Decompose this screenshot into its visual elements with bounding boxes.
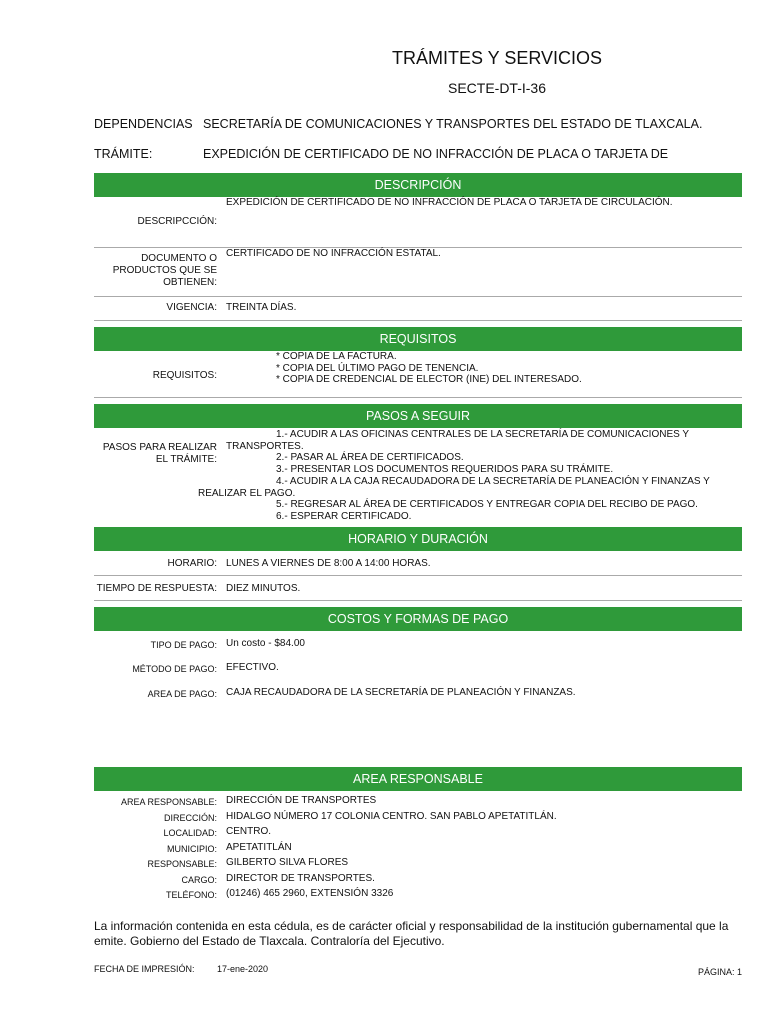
documento-label	[94, 253, 217, 289]
vigencia-label: VIGENCIA:	[166, 302, 217, 313]
divider	[94, 575, 742, 576]
divider	[94, 397, 742, 398]
requisito-item: * COPIA DE LA FACTURA.	[276, 351, 397, 362]
vigencia-value: TREINTA DÍAS.	[226, 302, 297, 313]
section-descripcion-heading: DESCRIPCIÓN	[94, 173, 742, 197]
responsable-row-label: RESPONSABLE:	[147, 859, 217, 869]
horario-value: LUNES A VIERNES DE 8:00 A 14:00 HORAS.	[226, 558, 431, 569]
responsable-row-value: GILBERTO SILVA FLORES	[226, 857, 349, 868]
disclaimer-text: La información contenida en esta cédula, es de carácter oficial y responsabilidad de la institución gubernamental que la emite. Gobierno del Estado de Tlaxcala. Contraloría del Ejecutivo.	[94, 919, 729, 948]
responsable-row-value: HIDALGO NÚMERO 17 COLONIA CENTRO. SAN PABLO APETATITLÁN.	[226, 811, 557, 822]
section-costos-heading: COSTOS Y FORMAS DE PAGO	[94, 607, 742, 631]
responsable-row-value: APETATITLÁN	[226, 842, 292, 853]
responsable-row-label: TELÉFONO:	[165, 890, 217, 900]
pasos-list	[198, 429, 746, 523]
page-number: PÁGINA: 1	[697, 967, 742, 977]
section-pasos-heading: PASOS A SEGUIR	[94, 404, 742, 428]
metodo-pago-label: MÉTODO DE PAGO:	[132, 664, 217, 674]
descripcion-label: DESCRIPCCIÓN:	[137, 216, 217, 227]
responsable-row-label: MUNICIPIO:	[166, 844, 217, 854]
divider	[94, 296, 742, 297]
responsable-row-value: DIRECCIÓN DE TRANSPORTES	[226, 795, 377, 806]
documento-value: CERTIFICADO DE NO INFRACCIÓN ESTATAL.	[226, 248, 441, 259]
tipo-pago-label: TIPO DE PAGO:	[150, 640, 217, 650]
paso-line: 5.- REGRESAR AL ÁREA DE CERTIFICADOS Y ENTREGAR COPIA DEL RECIBO DE PAGO.	[276, 499, 698, 511]
descripcion-value: EXPEDICIÓN DE CERTIFICADO DE NO INFRACCIÓN DE PLACA O TARJETA DE CIRCULACIÓN.	[226, 197, 673, 208]
horario-label: HORARIO:	[167, 558, 217, 569]
divider	[94, 320, 742, 321]
document-code: SECTE-DT-I-36	[447, 80, 546, 96]
requisito-item: * COPIA DE CREDENCIAL DE ELECTOR (INE) DEL INTERESADO.	[276, 374, 582, 386]
paso-line: 1.- ACUDIR A LAS OFICINAS CENTRALES DE LA SECRETARÍA DE COMUNICACIONES Y	[276, 429, 690, 440]
paso-line: 4.- ACUDIR A LA CAJA RECAUDADORA DE LA SECRETARÍA DE PLANEACIÓN Y FINANZAS Y	[276, 475, 710, 487]
dependencias-label: DEPENDENCIAS	[94, 117, 193, 131]
pasos-label	[94, 442, 217, 466]
page-title: TRÁMITES Y SERVICIOS	[391, 48, 603, 68]
requisitos-list	[226, 351, 746, 386]
documento-label-line: OBTIENEN:	[163, 277, 217, 288]
divider	[94, 600, 742, 601]
paso-line: REALIZAR EL PAGO.	[198, 487, 296, 499]
tipo-pago-value: Un costo - $84.00	[226, 638, 305, 649]
tramite-value: EXPEDICIÓN DE CERTIFICADO DE NO INFRACCIÓN DE PLACA O TARJETA DE	[203, 147, 669, 161]
paso-line: TRANSPORTES.	[226, 440, 304, 452]
fecha-impresion-value: 17-ene-2020	[217, 964, 269, 974]
tiempo-value: DIEZ MINUTOS.	[226, 583, 301, 594]
area-pago-label: AREA DE PAGO:	[147, 689, 217, 699]
documento-label-line: DOCUMENTO O	[141, 253, 217, 264]
responsable-row-label: AREA RESPONSABLE:	[120, 797, 217, 807]
documento-label-line: PRODUCTOS QUE SE	[112, 265, 217, 276]
responsable-row-label: CARGO:	[181, 875, 217, 885]
pasos-label-line: PASOS PARA REALIZAR	[102, 442, 217, 453]
pasos-label-line: EL TRÁMITE:	[155, 454, 217, 465]
responsable-row-value: CENTRO.	[226, 826, 271, 837]
responsable-row-label: LOCALIDAD:	[163, 828, 217, 838]
section-requisitos-heading: REQUISITOS	[94, 327, 742, 351]
tiempo-label: TIEMPO DE RESPUESTA:	[96, 583, 217, 594]
fecha-impresion-label: FECHA DE IMPRESIÓN:	[94, 964, 195, 974]
responsable-row-value: (01246) 465 2960, EXTENSIÓN 3326	[226, 888, 394, 899]
requisito-item: * COPIA DEL ÚLTIMO PAGO DE TENENCIA.	[276, 362, 479, 374]
responsable-row-value: DIRECTOR DE TRANSPORTES.	[226, 873, 375, 884]
paso-line: 3.- PRESENTAR LOS DOCUMENTOS REQUERIDOS PARA SU TRÁMITE.	[276, 464, 614, 476]
area-pago-value: CAJA RECAUDADORA DE LA SECRETARÍA DE PLANEACIÓN Y FINANZAS.	[226, 687, 576, 698]
section-responsable-heading: AREA RESPONSABLE	[94, 767, 742, 791]
paso-line: 2.- PASAR AL ÁREA DE CERTIFICADOS.	[276, 452, 464, 464]
metodo-pago-value: EFECTIVO.	[226, 662, 279, 673]
requisitos-label: REQUISITOS:	[152, 370, 217, 381]
section-horario-heading: HORARIO Y DURACIÓN	[94, 527, 742, 551]
tramite-label: TRÁMITE:	[94, 147, 153, 161]
dependencias-value: SECRETARÍA DE COMUNICACIONES Y TRANSPORTES DEL ESTADO DE TLAXCALA.	[203, 117, 703, 131]
paso-line: 6.- ESPERAR CERTIFICADO.	[276, 510, 412, 522]
responsable-row-label: DIRECCIÓN:	[163, 813, 217, 823]
